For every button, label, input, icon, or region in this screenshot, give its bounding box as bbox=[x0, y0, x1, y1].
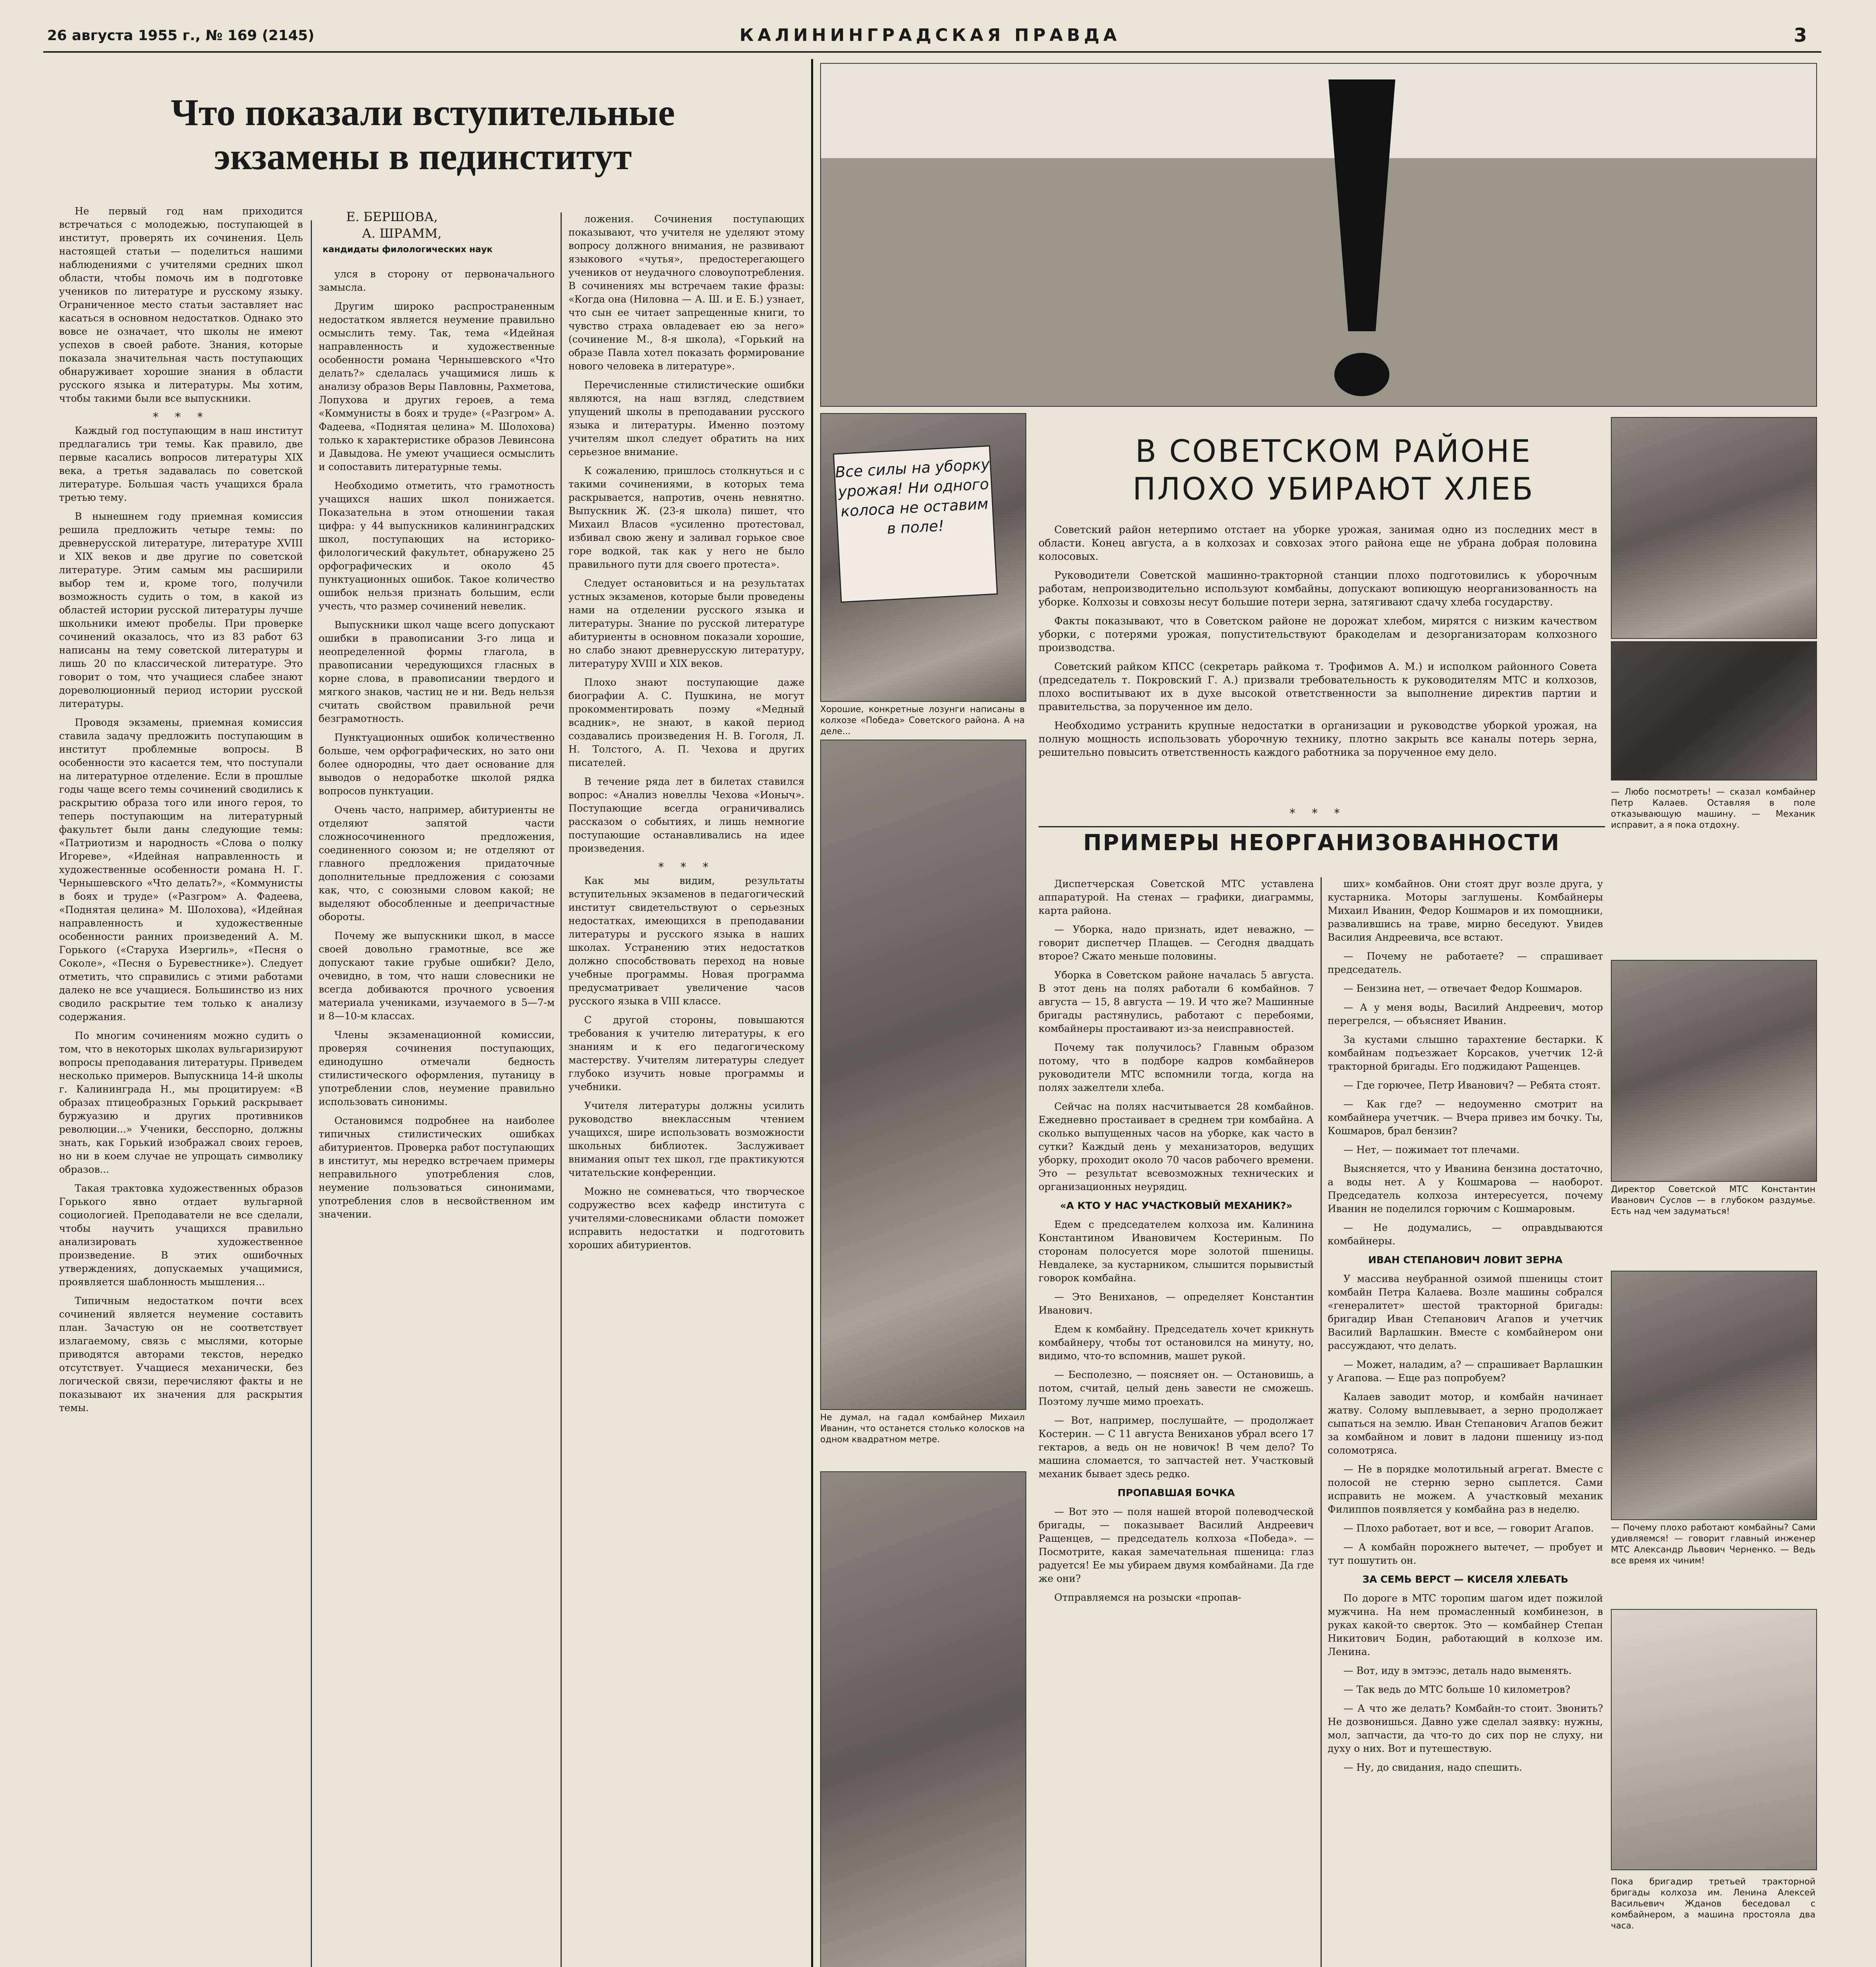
paragraph: Калаев заводит мотор, и комбайн начинает жатву. Солому выплевывает, а зерно продолжает сыпаться на землю. Иван Степанович Агапов бежит за комбайном и ловит в ладони пшеницу из-под соломотряса. bbox=[1328, 1391, 1603, 1456]
paragraph: С другой стороны, повышаются требования к учителю литературы, к его знаниям и к его педагогическому мастерству. Учителям литературы следует глубоко изучить новые программы и учебники. bbox=[568, 1014, 804, 1092]
column-rule bbox=[561, 212, 562, 1967]
paragraph: — Как где? — недоуменно смотрит на комбайнера учетчик. — Вчера привез им бочку. Ты, Кошмаров, брал бензин? bbox=[1328, 1098, 1603, 1137]
paragraph: — Не в порядке молотильный агрегат. Вместе с полосой не стерню зерно сыплется. Сами исправить не можем. А участковый механик Филиппов появляется у комбайна раз в неделю. bbox=[1328, 1463, 1603, 1515]
paragraph: — Вот, иду в эмтээс, деталь надо выменять. bbox=[1343, 1665, 1572, 1676]
paragraph: Члены экзаменационной комиссии, проверяя сочинения поступающих, единодушно отмечали бедность стилистического оформления, путаницу в употреблении слов, неумение правильно использовать синонимы. bbox=[319, 1029, 555, 1107]
paragraph: Плохо знают поступающие даже биографии А. С. Пушкина, не могут прокомментировать поэму «Медный всадник», не знают, в какой период создавались произведения Н. В. Гоголя, Л. Н. Толстого, А. П. Чехова и других писателей. bbox=[568, 677, 804, 768]
paragraph: — Так ведь до МТС больше 10 километров? bbox=[1343, 1684, 1570, 1695]
paragraph: Руководители Советской машинно-тракторной станции плохо подготовились к уборочным работам, непроизводительно используют комбайны, допускают вопиющую неорганизованность на уборке. Колхозы и совхозы несут большие потери зерна, затягивают сдачу хлеба государству. bbox=[1039, 570, 1597, 608]
slogan-sign-photo bbox=[820, 413, 1026, 702]
article1-authors bbox=[323, 209, 551, 258]
examples-column-2 bbox=[1328, 877, 1603, 1967]
paragraph: Каждый год поступающим в наш институт предлагались три темы. Как правило, две первые касались вопросов литературы XIX века, а третья задавалась по советской литературе. Большая часть учащихся брала третью тему. bbox=[59, 425, 303, 503]
examples-rule bbox=[1039, 826, 1605, 827]
paragraph: Едем к комбайну. Председатель хочет крикнуть комбайнеру, чтобы тот остановился на минуту, но, видимо, что-то вспомнив, машет рукой. bbox=[1039, 1323, 1314, 1362]
engineer-caption: — Почему плохо работают комбайны? Сами удивляемся! — говорит главный инженер МТС Александр Львович Черненко. — Ведь все время их чиним! bbox=[1611, 1523, 1815, 1566]
paragraph: — Бензина нет, — отвечает Федор Кошмаров. bbox=[1343, 983, 1583, 994]
paragraph: Как мы видим, результаты вступительных экзаменов в педагогический институт свидетельствуют о серьезных недостатках, имеющихся в преподавании литературы и русского языка в наших школах. Устранению этих недостатков должно способствовать переход на новые учебные программы. Новая программа предусматривает увеличение часов русского языка в VIII классе. bbox=[568, 875, 804, 1007]
paragraph: Выясняется, что у Иванина бензина достаточно, а воды нет. А у Кошмарова — наоборот. Председатель колхоза интересуется, почему Иванин не поделился горючим с Кошмаровым. bbox=[1328, 1163, 1603, 1214]
article1-column-2 bbox=[319, 268, 555, 1967]
paragraph: — Вот это — поля нашей второй полеводческой бригады, — показывает Василий Андреевич Ращенцев, — председатель колхоза «Победа». — Посмотрите, какая замечательная пшеница: глаз радуется! Ее мы убираем двумя комбайнами. Да где же они? bbox=[1039, 1506, 1314, 1584]
paragraph: — А у меня воды, Василий Андреевич, мотор перегрелся, — объясняет Иванин. bbox=[1328, 1002, 1603, 1026]
paragraph: Диспетчерская Советской МТС уставлена аппаратурой. На стенах — графики, диаграммы, карта района. bbox=[1039, 878, 1314, 916]
column-rule bbox=[1321, 877, 1322, 1967]
separator-stars: * * * bbox=[1289, 806, 1347, 820]
paragraph: — Это Вениханов, — определяет Константин Иванович. bbox=[1039, 1291, 1314, 1316]
paragraph: В нынешнем году приемная комиссия решила предложить четыре темы: по древнерусской литературе, литературе XVIII и XIX веков и две другие по советской литературе. Этим самым мы расширили выбор тем и, кроме того, получили возможность судить о том, в какой из областей истории русской литературы лучше школьники имеют пробелы. При проверке сочинений оказалось, что из 83 работ 63 написаны на тему советской литературы и лишь 20 по классической литературе. Это говорит о том, что учащиеся слабее знают дореволюционный период истории русской литературы. bbox=[59, 511, 303, 709]
paragraph: Не первый год нам приходится встречаться с молодежью, поступающей в институт, проверять их сочинения. Цель настоящей статьи — поделиться нашими наблюдениями с учителями средних школ области, чтобы помочь им в подготовке учеников по литературе и русскому языку. Ограниченное место статьи заставляет нас касаться в основном недостатков. Однако это вовсе не означает, что школы не имеют успехов в своей работе. Знания, которые показала значительная часть поступающих обнаруживает хорошие знания в области русского языка и литературы. Мы хотим, чтобы такими были все выпускники. bbox=[59, 205, 303, 404]
article1-column-1 bbox=[59, 205, 303, 1967]
paragraph: Едем с председателем колхоза им. Калинина Константином Ивановичем Костериным. По сторонам полосуется море золотой пшеницы. Невдалеке, за кустарником, слышится порывистый говорок комбайна. bbox=[1039, 1219, 1314, 1284]
director-photo bbox=[1611, 960, 1817, 1182]
paragraph: Следует остановиться и на результатах устных экзаменов, которые были проведены нами на отделении русского языка и литературы. Знание по русской литературе абитуриенты в основном показали хорошие, но слабо знают древнерусскую литературу, литературу XVIII и XIX веков. bbox=[568, 578, 804, 669]
wheat-field-photo bbox=[820, 63, 1817, 407]
paragraph: ших» комбайнов. Они стоят друг возле друга, у кустарника. Моторы заглушены. Комбайнеры Михаил Иванин, Федор Кошмаров и их помощники, развалившись на траве, мирно беседуют. Увидев Василия Андреевича, все встают. bbox=[1328, 878, 1603, 943]
subheading: «А КТО У НАС УЧАСТКОВЫЙ МЕХАНИК?» bbox=[1060, 1200, 1293, 1211]
paragraph: — Ну, до свидания, надо спешить. bbox=[1343, 1762, 1522, 1773]
grain-pile-photo bbox=[820, 1471, 1026, 1967]
brigade-field-photo bbox=[1611, 1609, 1817, 1870]
paragraph: За кустами слышно тарахтение бестарки. К комбайнам подъезжает Корсаков, учетчик 12-й тракторной бригады. Его поджидают Ращенцев. bbox=[1328, 1034, 1603, 1072]
paragraph: — Бесполезно, — поясняет он. — Остановишь, а потом, считай, целый день завести не сможешь. Поэтому лучше мимо проехать. bbox=[1039, 1369, 1314, 1407]
paragraph: Такая трактовка художественных образов Горького явно отдает вульгарной социологией. Преподаватели не все сделали, чтобы научить учащихся правильно анализировать художественное произведение. В этих ошибочных утверждениях, допускаемых учащимися, проявляется шаблонность мышления... bbox=[59, 1183, 303, 1288]
harvester-worker-photo bbox=[820, 740, 1026, 1410]
article1-column-3 bbox=[568, 212, 804, 1967]
paragraph: Почему же выпускники школ, в массе своей довольно грамотные, все же допускают такие грубые ошибки? Дело, очевидно, в том, что наши словесники не всегда добиваются прочного усвоения материала учениками, изучаемого в 5—7-м и 8—10-м классах. bbox=[319, 930, 555, 1022]
examples-title: ПРИМЕРЫ НЕОРГАНИЗОВАННОСТИ bbox=[1083, 830, 1561, 856]
page-number: 3 bbox=[1794, 24, 1807, 46]
combine-field-photo bbox=[1611, 417, 1817, 639]
slogan-sign: Все силы на уборку урожая! Ни одного колоса не оставим в поле! bbox=[833, 445, 998, 603]
paragraph: — Уборка, надо признать, идет неважно, — говорит диспетчер Плащев. — Сегодня двадцать второе? Сжато меньше половины. bbox=[1039, 924, 1314, 962]
subheading: ЗА СЕМЬ ВЕРСТ — КИСЕЛЯ ХЛЕБАТЬ bbox=[1362, 1574, 1568, 1585]
separator-stars: * * * bbox=[152, 410, 210, 424]
paragraph: — Может, наладим, а? — спрашивает Варлашкин у Агапова. — Еще раз попробуем? bbox=[1328, 1359, 1603, 1384]
masthead-title: КАЛИНИНГРАДСКАЯ ПРАВДА bbox=[740, 25, 1121, 45]
harvest-title-line2: ПЛОХО УБИРАЮТ ХЛЕБ bbox=[1133, 472, 1535, 507]
paragraph: Почему так получилось? Главным образом потому, что в подборе кадров комбайнеров руководители МТС вспомнили тогда, когда на полях зажелтели хлеба. bbox=[1039, 1042, 1314, 1093]
paragraph: — Не додумались, — оправдываются комбайнеры. bbox=[1328, 1222, 1603, 1247]
brigade-caption: Пока бригадир третьей тракторной бригады колхоза им. Ленина Алексей Васильевич Жданов беседовал с комбайнером, а машина простояла два часа. bbox=[1611, 1877, 1815, 1931]
author-2: А. ШРАММ, bbox=[362, 226, 442, 241]
paragraph: Очень часто, например, абитуриенты не отделяют запятой части сложносочиненного предложения, соединенного союзом и; не отделяют от главного предложения придаточные дополнительные предложения с союзами как, что, с союзными словом какой; не выделяют обособленные и деепричастные обороты. bbox=[319, 804, 555, 923]
paragraph: Перечисленные стилистические ошибки являются, на наш взгляд, следствием упущений школы в преподавании русского языка и литературы. Именно поэтому учителям школ следует обратить на них серьезное внимание. bbox=[568, 379, 804, 458]
paragraph: Факты показывают, что в Советском районе не дорожат хлебом, мирятся с низким качеством уборки, с потерями урожая, попустительствуют бракоделам и дезорганизаторам колхозного производства. bbox=[1039, 615, 1597, 654]
paragraph: В течение ряда лет в билетах ставился вопрос: «Анализ новеллы Чехова «Ионыч». Поступающие всегда ограничивались рассказом о событиях, и лишь немногие поступающие останавливались на идее произведения. bbox=[568, 776, 804, 854]
paragraph: Типичным недостатком почти всех сочинений является неумение составить план. Зачастую он не соответствует излагаемому, связь с мыслями, которые приводятся авторами текстов, нередко отсутствует. Учащиеся механически, без логической связи, перечисляют факты и не показывают их значения для раскрытия темы. bbox=[59, 1295, 303, 1413]
author-1: Е. БЕРШОВА, bbox=[346, 209, 438, 224]
paragraph: — Вот, например, послушайте, — продолжает Костерин. — С 11 августа Вениханов убрал всего 17 гектаров, а ведь он не новичок! В чем дело? То машина сломается, то запчастей нет. Участковый механик бывает здесь редко. bbox=[1039, 1415, 1314, 1480]
director-caption: Директор Советской МТС Константин Иванович Суслов — в глубоком раздумье. Есть над чем задуматься! bbox=[1611, 1185, 1815, 1216]
subheading: ИВАН СТЕПАНОВИЧ ЛОВИТ ЗЕРНА bbox=[1368, 1254, 1562, 1266]
paragraph: — Плохо работает, вот и все, — говорит Агапов. bbox=[1343, 1522, 1594, 1534]
engineer-photo bbox=[1611, 1271, 1817, 1520]
paragraph: Другим широко распространенным недостатком является неумение правильно осмыслить тему. Так, тема «Идейная направленность и художественные особенности романа Чернышевского «Что делать?» сделалась учащимися лишь к анализу образов Веры Павловны, Рахметова, Лопухова и других героев, а тема «Коммунисты в боях и труде» («Разгром» А. Фадеева, «Поднятая целина» М. Шолохова) только к характеристике образов Левинсона и Давыдова. Не умеют учащиеся осмыслить и сопоставить литературные темы. bbox=[319, 301, 555, 472]
harvest-intro bbox=[1039, 523, 1597, 814]
paragraph: Уборка в Советском районе началась 5 августа. В этот день на полях работали 6 комбайнов. 7 августа — 15, 8 августа — 19. И что же? Машинные бригады растянулись, работают с перебоями, комбайнеры простаивают из-за неисправностей. bbox=[1039, 969, 1314, 1034]
slogan-caption: Хорошие, конкретные лозунги написаны в колхозе «Победа» Советского района. А на деле... bbox=[820, 705, 1025, 736]
paragraph: По дороге в МТС торопим шагом идет пожилой мужчина. На нем промасленный комбинезон, в руках какой-то сверток. Это — комбайнер Степан Никитович Бодин, работающий в колхозе им. Ленина. bbox=[1328, 1592, 1603, 1657]
column-rule bbox=[311, 220, 312, 1967]
harvest-title-line1: В СОВЕТСКОМ РАЙОНЕ bbox=[1135, 434, 1532, 469]
paragraph: Выпускники школ чаще всего допускают ошибки в правописании 3-го лица и неопределенной формы глагола, в правописании чередующихся гласных в корне слова, в правописании твердого и мягкого знаков, частиц не и ни. Ведь нельзя считать свойством правильной речи безграмотность. bbox=[319, 619, 555, 724]
paragraph: К сожалению, пришлось столкнуться и с такими сочинениями, в которых тема раскрывается, напротив, очень невнятно. Выпускник Ж. (23-я школа) пишет, что Михаил Власов «усиленно протестовал, избивал свою жену и заливал горькое свое горе водкой, так как у него не было правильного пути для своего протеста». bbox=[568, 465, 804, 570]
paragraph: — Почему не работаете? — спрашивает председатель. bbox=[1328, 950, 1603, 975]
section-rule bbox=[811, 59, 813, 1967]
paragraph: У массива неубранной озимой пшеницы стоит комбайн Петра Калаева. Возле машины собрался «генералитет» шестой тракторной бригады: бригадир Иван Степанович Агапов и учетчик Василий Варлашкин. Вместе с комбайнером они рассуждают, что делать. bbox=[1328, 1273, 1603, 1351]
masthead-date: 26 августа 1955 г., № 169 (2145) bbox=[47, 28, 315, 44]
harvest-title bbox=[1039, 433, 1629, 508]
harvester-caption: Не думал, на гадал комбайнер Михаил Иванин, что останется столько колосков на одном квадратном метре. bbox=[820, 1413, 1025, 1445]
farmer-caption: — Любо посмотреть! — сказал комбайнер Петр Калаев. Оставляя в поле отказывающую машину. — Механик исправит, а я пока отдохну. bbox=[1611, 787, 1815, 830]
paragraph: Учителя литературы должны усилить руководство внеклассным чтением учащихся, шире использовать возможности школьных библиотек. Заслуживает внимания опыт тех школ, где практикуются читательские конференции. bbox=[568, 1100, 804, 1178]
paragraph: Необходимо устранить крупные недостатки в организации и руководстве уборкой урожая, на полную мощность использовать уборочную технику, плотно закрыть все каналы потерь зерна, решительно повысить ответственность каждого работника за порученное ему дело. bbox=[1039, 720, 1597, 758]
paragraph: Советский райком КПСС (секретарь райкома т. Трофимов А. М.) и исполком районного Совета (председатель т. Покровский Г. А.) призвали требовательность к руководителям МТС и колхозов, плохо воспитывают их в духе высокой ответственности за выполнение директив партии и правительства, за порученное им дело. bbox=[1039, 661, 1597, 713]
masthead-rule bbox=[43, 51, 1821, 53]
paragraph: Проводя экзамены, приемная комиссия ставила задачу предложить поступающим в институт проблемные вопросы. В особенности это касается тем, что поступали на литературное отделение. Если в прошлые годы чаще всего темы сочинений сводились к раскрытию образа того или иного героя, то теперь поступающим на литературный факультет были даны следующие темы: «Патриотизм и народность «Слова о полку Игореве», «Идейная направленность и художественные особенности романа Н. Г. Чернышевского «Что делать?», «Коммунисты в боях и труде» («Разгром» А. Фадеева, «Поднятая целина» М. Шолохова), «Идейная направленность и художественные особенности ранних произведений А. М. Горького («Старуха Изергиль», «Песня о Соколе», «Песня о Буревестнике»). Следует отметить, что справились с этими работами далеко не все учащиеся. Большинство из них сводило раскрытие тем только к анализу содержания. bbox=[59, 717, 303, 1022]
article1-title bbox=[59, 90, 787, 179]
paragraph: — А комбайн порожнего вытечет, — пробует и тут пошутить он. bbox=[1328, 1541, 1603, 1566]
examples-column-1 bbox=[1039, 877, 1314, 1967]
article1-title-line1: Что показали вступительные bbox=[171, 91, 675, 133]
paragraph: Можно не сомневаться, что творческое содружество всех кафедр института с учителями-словесниками области поможет исправить недостатки и подготовить хороших абитуриентов. bbox=[568, 1186, 804, 1251]
paragraph: Советский район нетерпимо отстает на уборке урожая, занимая одно из последних мест в области. Конец августа, а в колхозах и совхозах этого района еще не убрана добрая половина колосовых. bbox=[1039, 524, 1597, 563]
paragraph: Отправляемся на розыски «пропав- bbox=[1054, 1592, 1241, 1603]
author-role: кандидаты филологических наук bbox=[323, 245, 493, 255]
paragraph: — А что же делать? Комбайн-то стоит. Звонить? Не дозвонишься. Давно уже сделал заявку: нужны, мол, запчасти, да что-то до сих пор не слуху, ни духу о них. Вот и путешествую. bbox=[1328, 1703, 1603, 1754]
paragraph: По многим сочинениям можно судить о том, что в некоторых школах вульгаризируют вопросы преподавания литературы. Приведем несколько примеров. Выпускница 14-й школы г. Калининграда Н., мы процитируем: «В образах птицеобразных Горький раскрывает буржуазию и других противников революции...» Ученики, бесспорно, должны знать, как Горький изображал своих героев, но ни в коем случае не упрощать символику образов... bbox=[59, 1030, 303, 1175]
separator-stars: * * * bbox=[658, 860, 715, 874]
subheading: ПРОПАВШАЯ БОЧКА bbox=[1117, 1487, 1235, 1498]
paragraph: Сейчас на полях насчитывается 28 комбайнов. Ежедневно простаивает в среднем три комбайна. А сколько выпущенных часов на уборке, как часто в сутки? Каждый день у механизаторов, ведущих уборку, проходит около 70 часов рабочего времени. Это — результат всевозможных технических и организационных неурядиц. bbox=[1039, 1101, 1314, 1192]
paragraph: — Нет, — пожимает тот плечами. bbox=[1343, 1144, 1520, 1155]
exclamation-mark-icon bbox=[821, 64, 1816, 406]
paragraph: Пунктуационных ошибок количественно больше, чем орфографических, но зато они более однородны, что дает основание для выводов о недоработке школой рядка вопросов пунктуации. bbox=[319, 732, 555, 797]
paragraph: Необходимо отметить, что грамотность учащихся наших школ понижается. Показательна в этом отношении такая цифра: у 44 выпускников калининградских школ, поступающих на историко-филологический факультет, обнаружено 25 орфографических и около 45 пунктуационных ошибок. Такое количество ошибок нельзя признать большим, если учесть, что размер сочинений невелик. bbox=[319, 480, 555, 612]
smiling-farmer-photo bbox=[1611, 641, 1817, 781]
paragraph: улся в сторону от первоначального замысла. bbox=[319, 268, 555, 293]
article1-title-line2: экзамены в пединститут bbox=[214, 135, 632, 177]
paragraph: ложения. Сочинения поступающих показывают, что учителя не уделяют этому вопросу должного внимания, не развивают языкового «чутья», предостерегающего учеников от неудачного словоупотребления. В сочинениях мы встречаем такие фразы: «Когда она (Ниловна — А. Ш. и Е. Б.) узнает, что сын ее читает запрещенные книги, то чувство страха овладевает ею за него» (сочинение М., 8-я школа), «Горький на образе Павла хотел показать формирование нового человека в литературе». bbox=[568, 213, 804, 372]
paragraph: Остановимся подробнее на наиболее типичных стилистических ошибках абитуриентов. Проверка работ поступающих в институт, мы нередко встречаем примеры неправильного употребления слов, неумение пользоваться синонимами, употребления слов в несвойственном им значении. bbox=[319, 1115, 555, 1220]
paragraph: — Где горючее, Петр Иванович? — Ребята стоят. bbox=[1343, 1079, 1601, 1091]
